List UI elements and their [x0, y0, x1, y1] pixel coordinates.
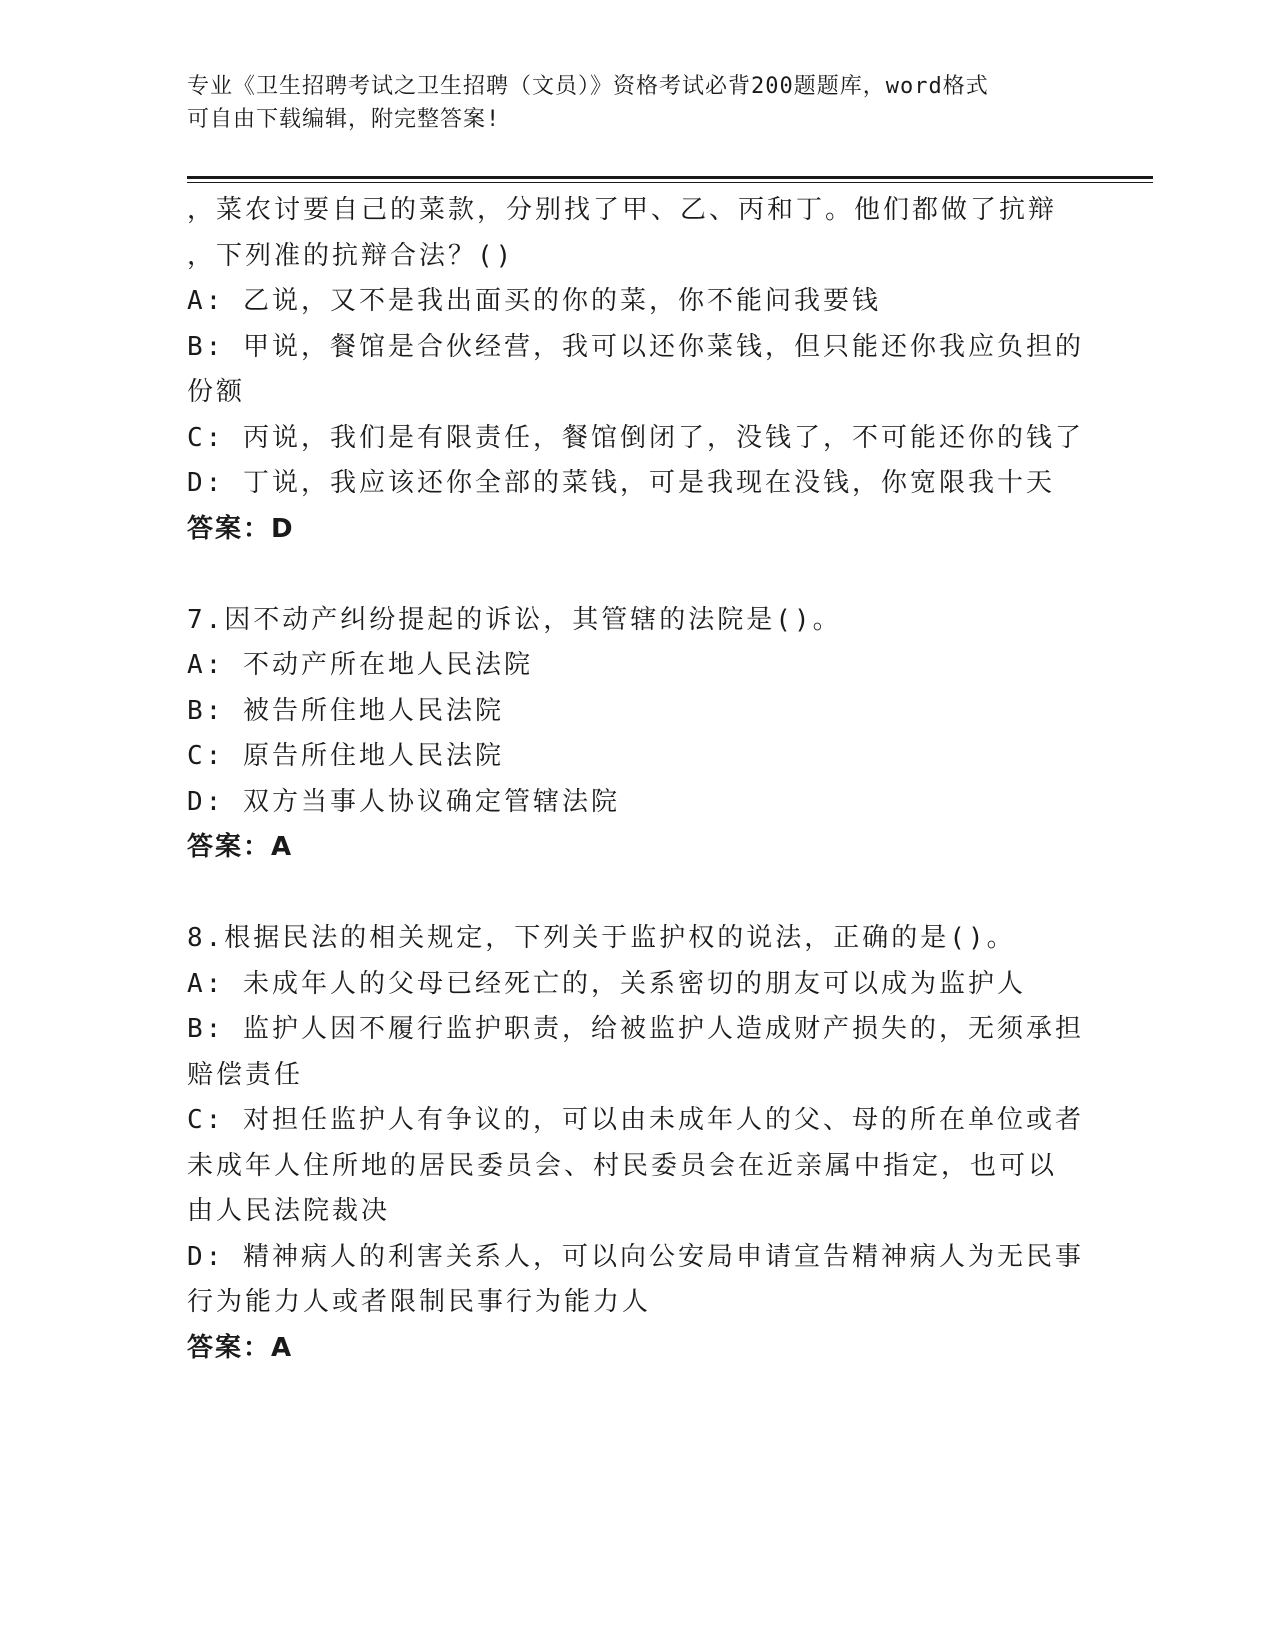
spacer: [187, 871, 1087, 917]
question-6-stem-line-1: ，菜农讨要自己的菜款，分别找了甲、乙、丙和丁。他们都做了抗辩: [187, 195, 1058, 225]
question-6-option-a: A: 乙说，又不是我出面买的你的菜，你不能问我要钱: [187, 286, 881, 316]
question-content: [187, 188, 1087, 1371]
question-8-block: [187, 916, 1087, 1371]
question-6-option-b-line-2: 份额: [187, 377, 246, 407]
question-8-option-d-line-1: D: 精神病人的利害关系人，可以向公安局申请宣告精神病人为无民事: [187, 1241, 1084, 1272]
question-8-option-c-line-2: 未成年人住所地的居民委员会、村民委员会在近亲属中指定，也可以: [187, 1150, 1058, 1181]
question-6-answer: 答案：D: [187, 513, 295, 544]
header-divider-thick: [187, 176, 1153, 179]
question-6-option-b-line-1: B: 甲说，餐馆是合伙经营，我可以还你菜钱，但只能还你我应负担的: [187, 331, 1084, 362]
question-7-option-d: D: 双方当事人协议确定管辖法院: [187, 786, 620, 817]
question-8-option-d-line-2: 行为能力人或者限制民事行为能力人: [187, 1287, 652, 1317]
question-6-option-c: C: 丙说，我们是有限责任，餐馆倒闭了，没钱了，不可能还你的钱了: [187, 422, 1084, 453]
spacer: [187, 552, 1087, 598]
question-7-stem: 7.因不动产纠纷提起的诉讼，其管辖的法院是()。: [187, 604, 842, 635]
question-8-answer: 答案：A: [187, 1332, 294, 1363]
question-7-option-a: A: 不动产所在地人民法院: [187, 650, 533, 680]
question-8-option-b-line-2: 赔偿责任: [187, 1059, 304, 1090]
question-6-block: [187, 188, 1087, 552]
header-divider-thin: [187, 182, 1153, 183]
question-7-block: [187, 598, 1087, 871]
question-7-option-b: B: 被告所住地人民法院: [187, 695, 504, 726]
document-header: [187, 70, 1077, 136]
question-7-option-c: C: 原告所住地人民法院: [187, 741, 504, 771]
question-8-option-c-line-1: C: 对担任监护人有争议的，可以由未成年人的父、母的所在单位或者: [187, 1105, 1084, 1135]
question-8-stem: 8.根据民法的相关规定，下列关于监护权的说法，正确的是()。: [187, 923, 1016, 953]
question-7-answer: 答案：A: [187, 832, 294, 862]
question-8-option-a: A: 未成年人的父母已经死亡的，关系密切的朋友可以成为监护人: [187, 968, 1026, 999]
question-6-option-d: D: 丁说，我应该还你全部的菜钱，可是我现在没钱，你宽限我十天: [187, 468, 1055, 498]
question-8-option-c-line-3: 由人民法院裁决: [187, 1196, 391, 1226]
question-6-stem-line-2: ，下列准的抗辩合法？(): [187, 240, 515, 271]
header-title-line-1: 专业《卫生招聘考试之卫生招聘（文员）》资格考试必背200题题库，word格式: [187, 74, 989, 99]
question-8-option-b-line-1: B: 监护人因不履行监护职责，给被监护人造成财产损失的，无须承担: [187, 1014, 1084, 1044]
header-title-line-2: 可自由下载编辑，附完整答案!: [187, 107, 501, 132]
